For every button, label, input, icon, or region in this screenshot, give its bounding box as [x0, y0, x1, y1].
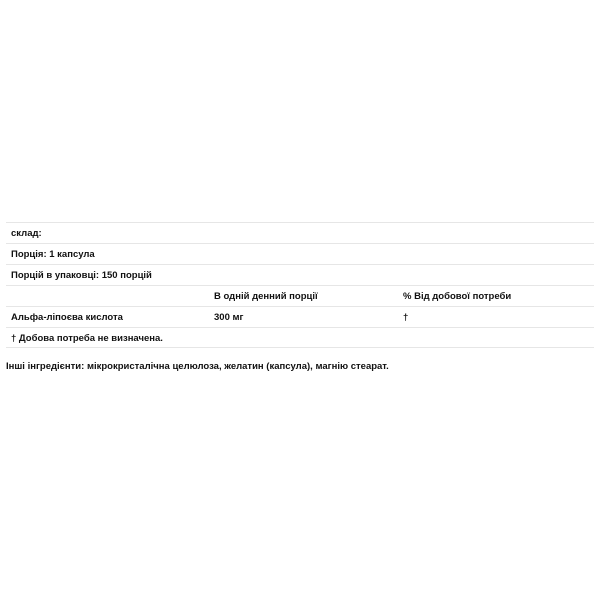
table-header-row: [6, 285, 594, 306]
ingredient-name: Альфа-ліпоєва кислота: [11, 312, 123, 323]
column-header-per-serving: В одній денний порції: [214, 291, 318, 302]
composition-heading-row: [6, 222, 594, 243]
servings-per-container-row: [6, 264, 594, 285]
serving-size-row: [6, 243, 594, 264]
other-ingredients: Інші інгредієнти: мікрокристалічна целюлоза, желатин (капсула), магнію стеарат.: [6, 361, 389, 372]
serving-size: Порція: 1 капсула: [11, 249, 95, 260]
footnote: † Добова потреба не визначена.: [11, 333, 163, 344]
ingredient-amount: 300 мг: [214, 312, 244, 323]
table-row: [6, 306, 594, 327]
supplement-facts-table: [6, 222, 594, 348]
ingredient-daily-value: †: [403, 312, 409, 323]
composition-heading: склад:: [11, 228, 42, 239]
servings-per-container: Порцій в упаковці: 150 порцій: [11, 270, 152, 281]
column-header-daily-value: % Від добової потреби: [403, 291, 512, 302]
footnote-row: [6, 327, 594, 348]
